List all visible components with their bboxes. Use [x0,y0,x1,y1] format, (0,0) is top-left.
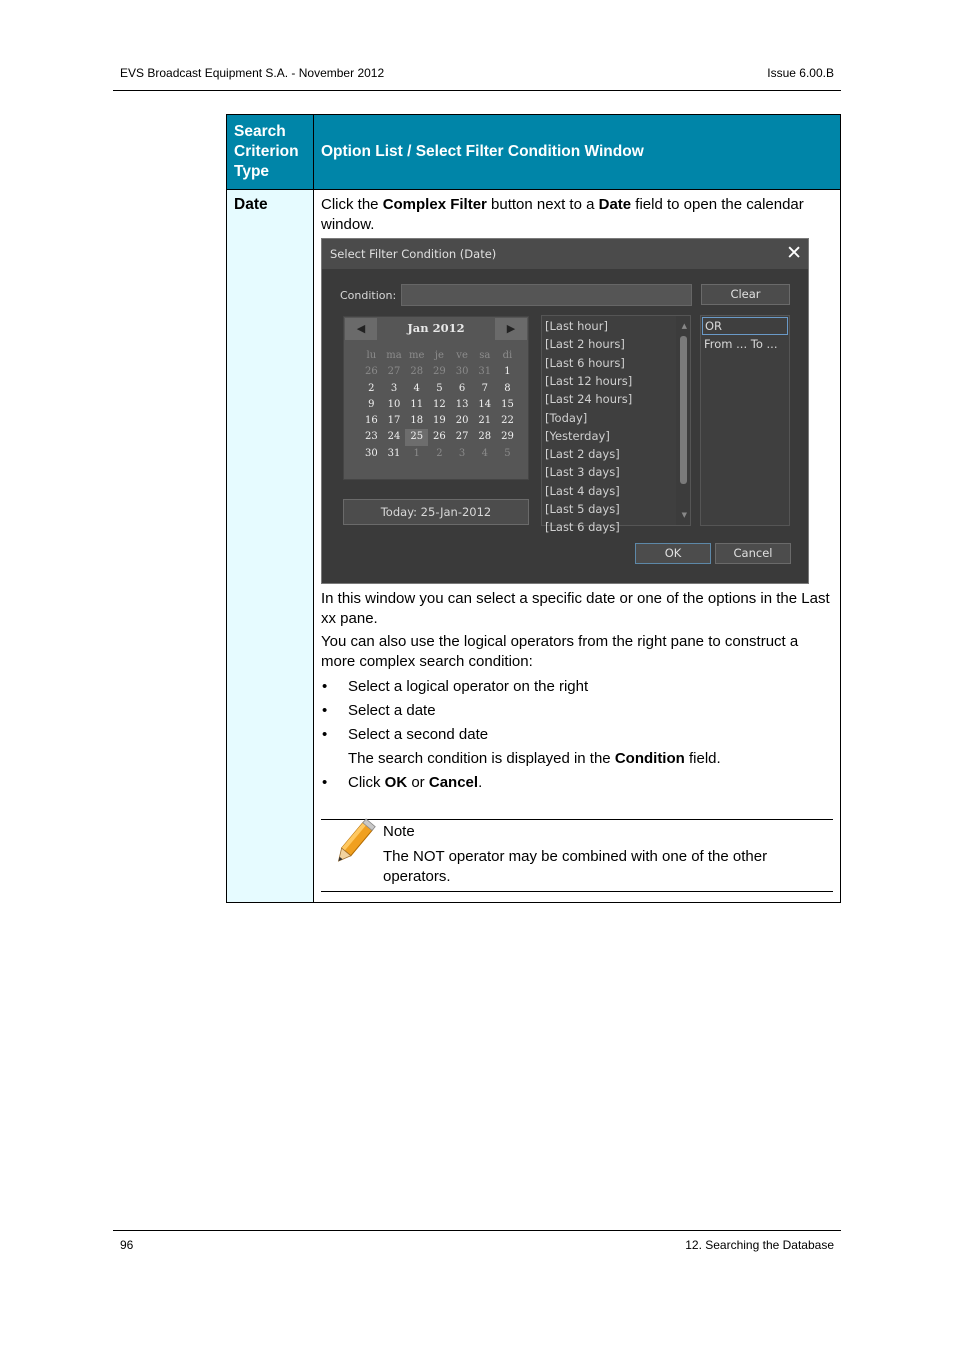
bullet-text: Select a logical operator on the right [348,678,589,695]
scroll-up-icon[interactable]: ▲ [681,322,687,330]
calendar-day[interactable]: 20 [455,415,469,427]
condition-note [321,749,833,769]
last-xx-item[interactable]: [Last hour] [545,319,608,333]
intro-text-2: button next to a [486,196,599,213]
or-text: or [407,774,429,791]
bold-ok: OK [384,774,408,791]
calendar-day[interactable]: 3 [458,447,466,459]
dialog-title: Select Filter Condition (Date) [330,247,497,261]
list-item [321,701,833,721]
page-number: 96 [120,1238,134,1252]
final-step-list [321,773,833,793]
calendar-day[interactable]: 9 [368,398,375,410]
calendar-day[interactable]: 29 [433,366,446,378]
weekday-header: je [434,350,444,361]
bullet: • [322,726,328,743]
header-issue: Issue 6.00.B [767,66,834,80]
paragraph-last-xx: In this window you can select a specific date or one of the options in the Last xx pane. [321,590,830,627]
table-row [227,190,841,903]
note-title: Note [383,823,415,840]
bullet-text: Select a second date [348,726,489,743]
last-xx-item[interactable]: [Today] [545,410,588,425]
sub-text-2: field. [684,750,721,767]
calendar-day[interactable]: 28 [478,431,492,443]
intro-bold-complex-filter: Complex Filter [382,196,487,213]
calendar-day[interactable]: 4 [481,447,488,459]
weekday-header: lu [366,350,377,361]
paragraph-logical-operators: You can also use the logical operators from the right pane to construct a more complex search condition: [321,633,799,670]
calendar [343,316,529,480]
calendar-day[interactable]: 3 [390,382,398,394]
last-xx-item[interactable]: [Last 6 hours] [545,355,625,370]
last-xx-item[interactable]: [Last 24 hours] [545,392,633,407]
click-text: Click [348,774,385,791]
operator-item[interactable]: OR [702,317,788,335]
last-xx-item[interactable]: [Yesterday] [545,428,610,443]
weekday-header: ma [386,350,402,361]
weekday-header: me [409,350,425,361]
last-xx-item[interactable]: [Last 5 days] [545,502,620,516]
calendar-grid [360,348,519,462]
row-content [314,190,841,903]
calendar-day[interactable]: 16 [364,415,378,427]
calendar-day[interactable]: 21 [478,415,492,427]
intro-bold-date: Date [598,196,632,213]
next-month-icon[interactable]: ▶ [495,318,527,340]
calendar-day[interactable]: 8 [504,382,511,394]
dialog-title-bar [322,239,808,269]
calendar-day[interactable]: 30 [455,366,469,378]
scrollbar[interactable] [676,316,690,525]
calendar-day[interactable]: 13 [455,398,469,410]
calendar-day[interactable]: 28 [410,366,424,378]
clear-button[interactable]: Clear [701,284,790,305]
calendar-day[interactable]: 2 [368,382,375,394]
calendar-day[interactable]: 31 [387,447,401,459]
note-text: The NOT operator may be combined with one of the other operators. [383,848,768,885]
weekday-header: di [502,350,513,361]
bullet: • [322,774,328,791]
header-company-date: EVS Broadcast Equipment S.A. - November 2012 [120,66,385,80]
operator-item[interactable]: From ... To ... [704,337,778,351]
intro-paragraph [321,195,833,235]
note-box [321,819,833,892]
calendar-day[interactable]: 11 [410,398,424,410]
sub-text-1: The search condition is displayed in the [348,750,615,767]
calendar-day[interactable]: 27 [387,366,401,378]
calendar-day[interactable]: 5 [504,447,511,459]
operator-list[interactable] [700,315,790,526]
calendar-day[interactable]: 7 [481,382,488,394]
calendar-day[interactable]: 4 [413,382,420,394]
calendar-day[interactable]: 2 [436,447,443,459]
scroll-down-icon[interactable]: ▼ [681,511,687,519]
calendar-day[interactable]: 10 [387,398,401,410]
table-header-row [227,115,841,190]
calendar-day[interactable]: 1 [413,447,420,459]
calendar-day[interactable]: 30 [364,447,378,459]
bold-cancel: Cancel [428,774,479,791]
cancel-button[interactable]: Cancel [715,543,791,564]
footer-rule [113,1230,841,1231]
pencil-icon [329,822,375,868]
calendar-day[interactable]: 24 [387,431,401,443]
step-list [321,677,833,745]
intro-text-1: Click the [321,196,383,213]
sub-bold-condition: Condition [614,750,685,767]
intro-text-3: field to open the calendar window. [321,196,804,233]
calendar-day[interactable]: 27 [455,431,469,443]
condition-field[interactable] [401,284,692,306]
scrollbar-thumb[interactable] [680,336,687,484]
list-item [321,773,833,793]
calendar-day[interactable]: 14 [478,398,492,410]
calendar-day[interactable]: 18 [410,415,424,427]
row-label-date: Date [227,190,314,903]
calendar-day[interactable]: 5 [436,382,443,394]
footer-section: 12. Searching the Database [685,1238,834,1252]
condition-label: Condition: [340,289,397,302]
last-xx-item[interactable]: [Last 2 hours] [545,337,625,352]
calendar-day[interactable]: 15 [501,398,514,410]
last-xx-list[interactable] [541,315,691,535]
prev-month-icon[interactable]: ◀ [345,318,377,340]
calendar-day[interactable]: 23 [364,431,378,443]
ok-button[interactable]: OK [635,543,711,564]
calendar-day[interactable]: 1 [504,366,511,378]
list-item [321,677,833,697]
col-header-option: Option List / Select Filter Condition Window [314,115,841,190]
calendar-day[interactable]: 29 [501,431,514,443]
today-button[interactable]: Today: 25-Jan-2012 [343,499,529,525]
weekday-header: ve [456,350,468,361]
bullet: • [322,678,328,695]
last-xx-item[interactable]: [Last 4 days] [545,483,620,498]
col-header-criterion: Search Criterion Type [227,115,314,190]
calendar-day[interactable]: 25 [405,429,428,445]
bullet: • [322,702,328,719]
last-xx-item[interactable]: [Last 12 hours] [545,373,633,388]
select-filter-dialog-screenshot [321,238,809,584]
header-rule [113,90,841,91]
calendar-day[interactable]: 26 [433,431,446,443]
calendar-day[interactable]: 17 [387,415,401,427]
close-icon[interactable]: ✕ [786,242,802,264]
calendar-day[interactable]: 19 [433,415,446,427]
calendar-day[interactable]: 26 [364,366,378,378]
weekday-header: sa [479,350,491,361]
last-xx-item[interactable]: [Last 3 days] [545,465,620,480]
calendar-day[interactable]: 31 [478,366,492,378]
calendar-day[interactable]: 6 [458,382,466,394]
calendar-month-label: Jan 2012 [407,321,465,335]
period-text: . [478,774,483,791]
bullet-text: Select a date [348,702,436,719]
last-xx-item[interactable]: [Last 6 days] [545,520,620,535]
criteria-table [226,114,841,903]
calendar-day[interactable]: 12 [433,398,446,410]
last-xx-item[interactable]: [Last 2 days] [545,447,620,462]
calendar-day[interactable]: 22 [501,415,514,427]
list-item [321,725,833,745]
